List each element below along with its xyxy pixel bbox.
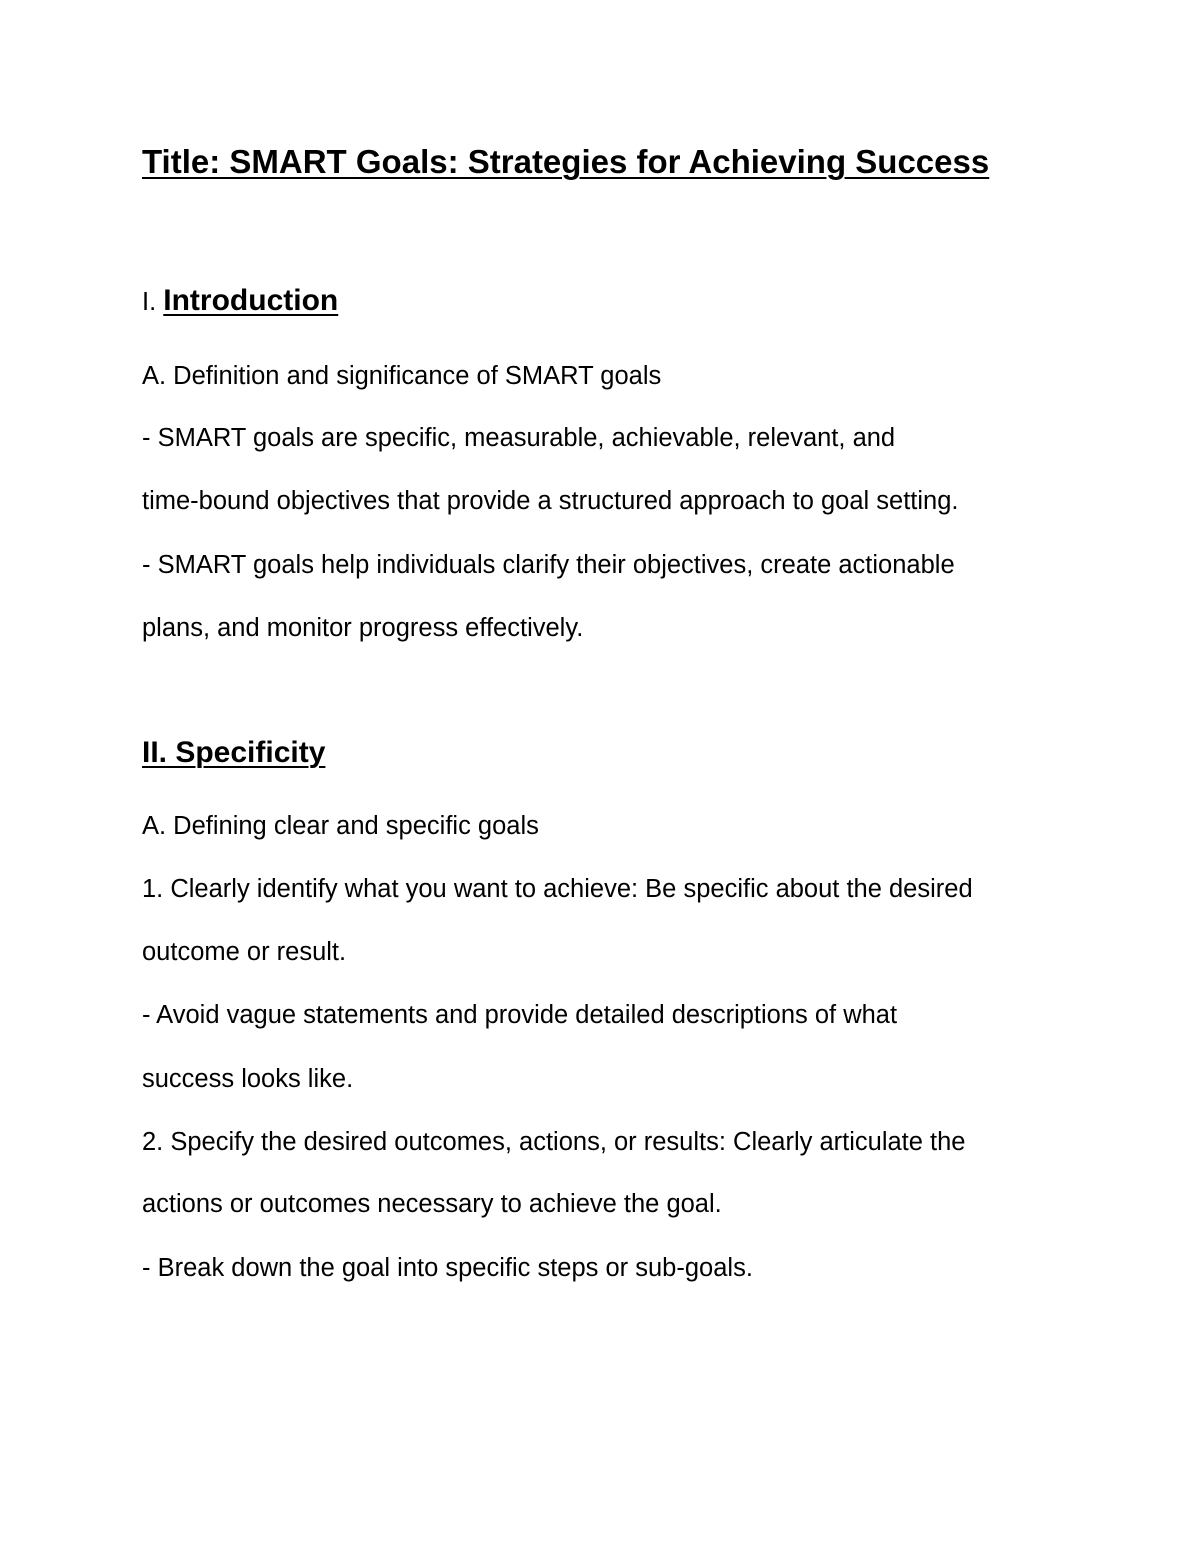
paragraph-line: actions or outcomes necessary to achieve the goal. [142, 1190, 722, 1218]
paragraph-line: plans, and monitor progress effectively. [142, 614, 584, 642]
paragraph-line: - SMART goals are specific, measurable, achievable, relevant, and [142, 424, 896, 452]
section-heading-introduction [142, 286, 338, 317]
subheading: A. Definition and significance of SMART goals [142, 362, 662, 390]
subheading: A. Defining clear and specific goals [142, 812, 539, 840]
section-heading-specificity: II. Specificity [142, 736, 326, 769]
paragraph-line: success looks like. [142, 1065, 354, 1093]
section-numeral: I. [142, 288, 157, 316]
section-heading-text: Introduction [163, 284, 339, 317]
paragraph-line: time-bound objectives that provide a structured approach to goal setting. [142, 487, 959, 515]
paragraph-line: - SMART goals help individuals clarify their objectives, create actionable [142, 551, 955, 579]
paragraph-line: outcome or result. [142, 938, 347, 966]
paragraph-line: 1. Clearly identify what you want to achieve: Be specific about the desired [142, 875, 973, 903]
paragraph-line: - Break down the goal into specific steps or sub-goals. [142, 1254, 753, 1282]
paragraph-line: - Avoid vague statements and provide detailed descriptions of what [142, 1001, 898, 1029]
document-title: Title: SMART Goals: Strategies for Achieving Success [142, 143, 990, 180]
paragraph-line: 2. Specify the desired outcomes, actions, or results: Clearly articulate the [142, 1128, 966, 1156]
